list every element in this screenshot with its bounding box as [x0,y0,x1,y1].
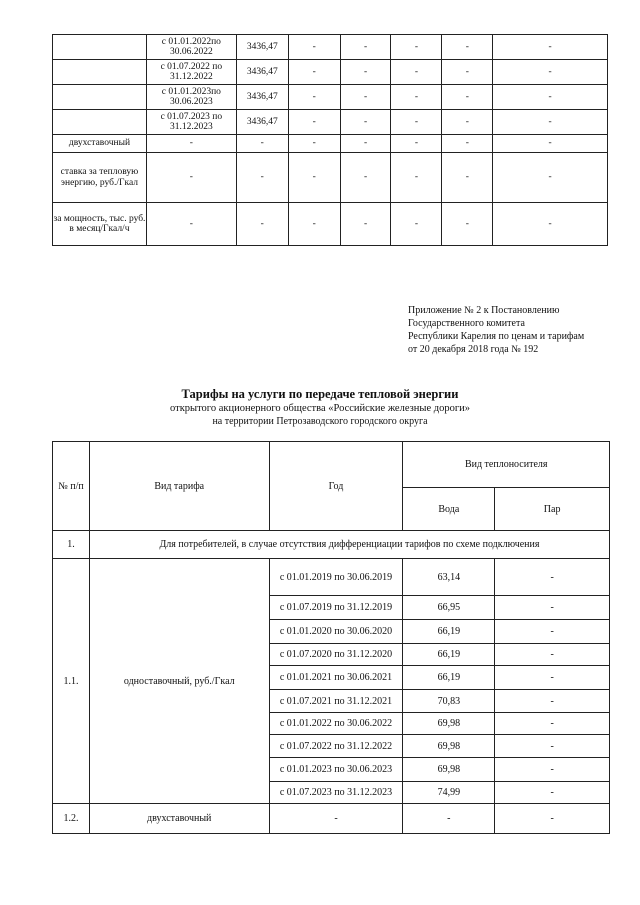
period-cell: с 01.01.2023по 30.06.2023 [146,85,236,110]
water-value: 70,83 [403,690,495,713]
header-tariff-type: Вид тарифа [89,442,269,531]
label-cell [53,35,147,60]
dash-cell: - [442,153,493,203]
row-type: двухставочный [89,804,269,834]
table-row [53,559,610,596]
row-label-cell: двухставочный [53,135,147,153]
period-cell: с 01.01.2019 по 30.06.2019 [269,559,403,596]
period-cell: с 01.07.2019 по 31.12.2019 [269,596,403,620]
water-value: 66,19 [403,620,495,644]
water-value: 69,98 [403,735,495,758]
header-year: Год [269,442,403,531]
header-steam: Пар [495,488,610,531]
dash-cell: - [146,153,236,203]
dash-cell: - [391,110,442,135]
table-row [53,135,608,153]
row-label-cell: за мощность, тыс. руб. в месяц/Гкал/ч [53,203,147,246]
table-row [53,203,608,246]
dash-cell: - [442,35,493,60]
row-num: 1.2. [53,804,90,834]
table-row [53,85,608,110]
water-value: 63,14 [403,559,495,596]
steam-value: - [495,713,610,735]
appendix-note-line: Государственного комитета [408,318,525,329]
table-row [53,110,608,135]
dash-cell: - [493,110,608,135]
tariff-table [52,441,610,834]
water-value: 69,98 [403,713,495,735]
dash-cell: - [146,203,236,246]
dash-cell: - [288,85,340,110]
table-row [53,60,608,85]
appendix-note-line: от 20 декабря 2018 года № 192 [408,344,539,355]
dash-cell: - [340,135,391,153]
tariff-table-body [53,442,610,834]
period-cell: с 01.07.2022 по 31.12.2022 [269,735,403,758]
dash-cell: - [288,60,340,85]
steam-value: - [495,644,610,666]
dash-cell: - [493,60,608,85]
water-value: 66,95 [403,596,495,620]
dash-cell: - [340,60,391,85]
steam-value: - [495,620,610,644]
value-cell: 3436,47 [236,110,288,135]
continuation-table [52,34,608,246]
dash-cell: - [493,135,608,153]
period-cell: с 01.07.2023 по 31.12.2023 [269,782,403,804]
water-value: 66,19 [403,644,495,666]
continuation-table-body [53,35,608,246]
dash-cell: - [442,85,493,110]
label-cell [53,110,147,135]
appendix-note-line: Приложение № 2 к Постановлению [408,305,560,316]
dash-cell: - [493,203,608,246]
value-cell: 3436,47 [236,85,288,110]
steam-value: - [495,596,610,620]
group-type: одноставочный, руб./Гкал [89,559,269,804]
steam-value: - [495,782,610,804]
dash-cell: - [391,85,442,110]
dash-cell: - [236,153,288,203]
header-num: № п/п [53,442,90,531]
appendix-note-line: Республики Карелия по ценам и тарифам [408,331,585,342]
dash-cell: - [340,203,391,246]
row-label-cell: ставка за тепловую энергию, руб./Гкал [53,153,147,203]
period-cell: с 01.01.2020 по 30.06.2020 [269,620,403,644]
dash-cell: - [442,60,493,85]
header-carrier: Вид теплоносителя [403,442,610,488]
section-num: 1. [53,531,90,559]
dash-cell: - [493,85,608,110]
section-text: Для потребителей, в случае отсутствия дифференциации тарифов по схеме подключения [89,531,609,559]
steam-value: - [495,690,610,713]
group-num: 1.1. [53,559,90,804]
table-row [53,531,610,559]
period-cell: с 01.07.2022 по 31.12.2022 [146,60,236,85]
dash-cell: - [442,110,493,135]
table-row [53,442,610,488]
water-value: - [403,804,495,834]
dash-cell: - [493,35,608,60]
water-value: 66,19 [403,666,495,690]
value-cell: 3436,47 [236,60,288,85]
dash-cell: - [391,35,442,60]
dash-cell: - [442,135,493,153]
table-row [53,35,608,60]
dash-cell: - [236,135,288,153]
steam-value: - [495,559,610,596]
dash-cell: - [288,110,340,135]
header-water: Вода [403,488,495,531]
period-cell: с 01.07.2023 по 31.12.2023 [146,110,236,135]
period-cell: с 01.07.2020 по 31.12.2020 [269,644,403,666]
period-cell: с 01.07.2021 по 31.12.2021 [269,690,403,713]
dash-cell: - [391,203,442,246]
dash-cell: - [340,110,391,135]
water-value: 69,98 [403,758,495,782]
table-row [53,804,610,834]
dash-cell: - [236,203,288,246]
steam-value: - [495,758,610,782]
dash-cell: - [288,135,340,153]
steam-value: - [495,666,610,690]
year-value: - [269,804,403,834]
dash-cell: - [288,203,340,246]
appendix-note [408,304,584,356]
period-cell: с 01.01.2022 по 30.06.2022 [269,713,403,735]
period-cell: с 01.01.2021 по 30.06.2021 [269,666,403,690]
steam-value: - [495,735,610,758]
page-subtitle: открытого акционерного общества «Российские железные дороги» [170,403,470,414]
dash-cell: - [340,85,391,110]
page-title: Тарифы на услуги по передаче тепловой энергии [181,387,459,401]
dash-cell: - [493,153,608,203]
dash-cell: - [340,35,391,60]
dash-cell: - [340,153,391,203]
steam-value: - [495,804,610,834]
dash-cell: - [146,135,236,153]
table-row [53,153,608,203]
period-cell: с 01.01.2023 по 30.06.2023 [269,758,403,782]
label-cell [53,60,147,85]
dash-cell: - [288,153,340,203]
dash-cell: - [391,153,442,203]
dash-cell: - [391,135,442,153]
value-cell: 3436,47 [236,35,288,60]
dash-cell: - [288,35,340,60]
dash-cell: - [391,60,442,85]
water-value: 74,99 [403,782,495,804]
page-subtitle: на территории Петрозаводского городского округа [212,416,428,427]
dash-cell: - [442,203,493,246]
period-cell: с 01.01.2022по 30.06.2022 [146,35,236,60]
label-cell [53,85,147,110]
